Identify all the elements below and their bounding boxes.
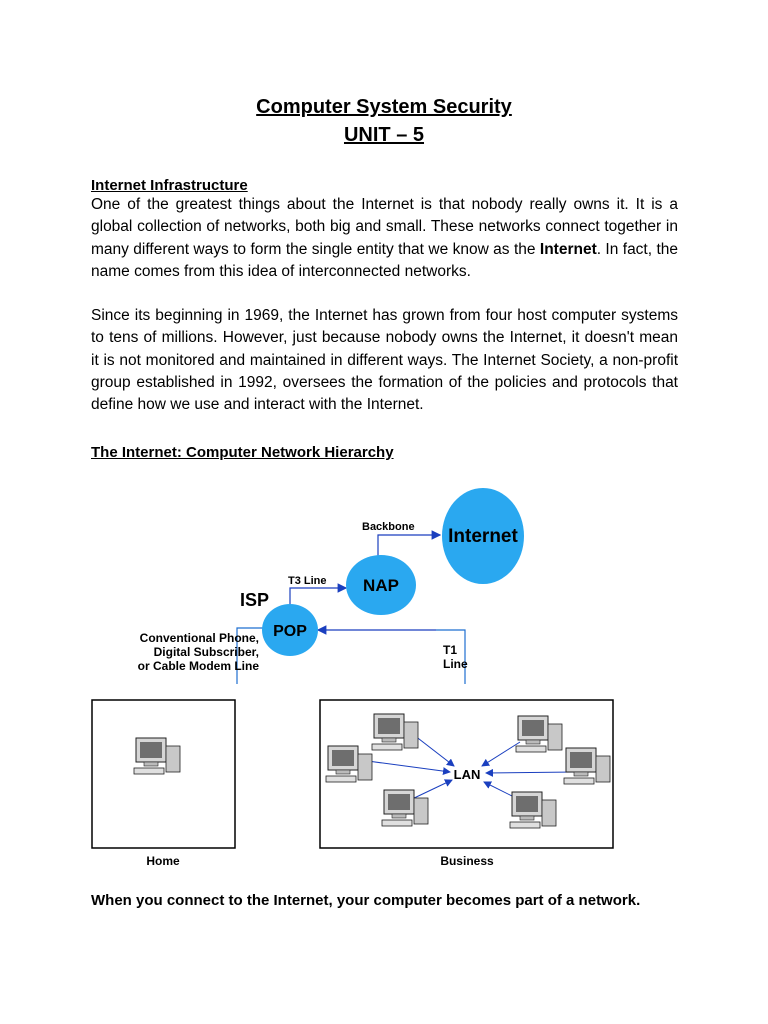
t3-arrow xyxy=(290,588,346,605)
document-subtitle: UNIT – 5 xyxy=(343,124,425,146)
paragraph-1-end: . In fact, the name comes from this idea of interconnected networks. xyxy=(91,240,678,280)
pop-label: POP xyxy=(273,623,307,640)
t1-line-label-1: T1 xyxy=(443,643,458,657)
internet-label: Internet xyxy=(448,526,518,547)
diagram-heading: The Internet: Computer Network Hierarchy xyxy=(91,444,394,461)
backbone-label: Backbone xyxy=(362,521,415,533)
t1-line-label-2: Line xyxy=(443,657,468,671)
nap-label: NAP xyxy=(363,576,399,595)
home-label: Home xyxy=(146,854,180,868)
phone-line-label-2: Digital Subscriber, xyxy=(153,645,259,659)
lan-label: LAN xyxy=(453,767,481,782)
t3-line-label: T3 Line xyxy=(288,575,327,587)
paragraph-1-text: One of the greatest things about the Internet is that nobody really owns it. It is a global collection of networks, both big and small. These networks connect together in many different ways to form the single entity that we know as the xyxy=(91,196,678,258)
section-heading: Internet Infrastructure xyxy=(91,177,248,194)
business-label: Business xyxy=(440,854,494,868)
phone-line-label-1: Conventional Phone, xyxy=(139,631,259,645)
paragraph-1-bold: Internet xyxy=(539,240,597,258)
paragraph-2: Since its beginning in 1969, the Internet has grown from four host computer systems to tens of millions. However, just because nobody owns the Internet, it doesn't mean it is not monitored and maintained in different ways. The Internet Society, a non-profit group established in 1992, oversees the formation of the policies and protocols that define how we use and interact with the Internet. xyxy=(91,307,678,414)
isp-label: ISP xyxy=(240,590,270,610)
phone-line-label-3: or Cable Modem Line xyxy=(137,659,259,673)
document-title: Computer System Security xyxy=(256,96,512,118)
diagram-caption: When you connect to the Internet, your computer becomes part of a network. xyxy=(91,892,641,909)
